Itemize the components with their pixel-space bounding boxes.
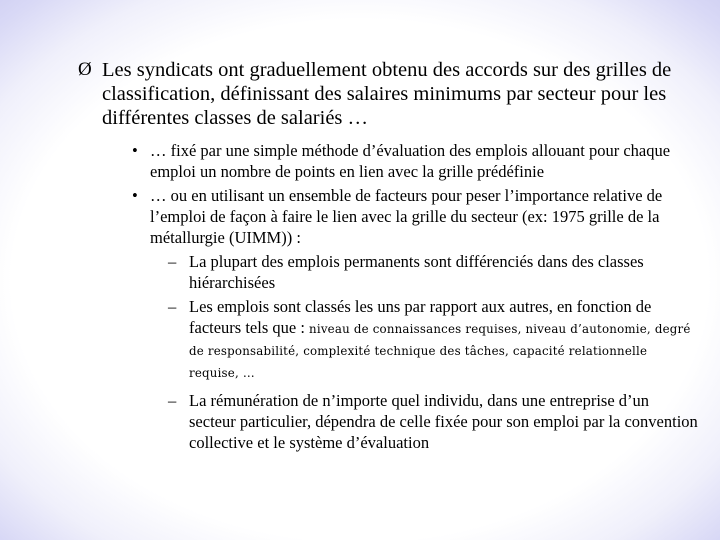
main-bullet-point (78, 58, 698, 130)
arrow-bullet-icon: Ø (78, 59, 92, 80)
sub-point-text: … fixé par une simple méthode d’évaluation des emplois allouant pour chaque emploi un nombre de points en lien avec la grille prédéfinie (150, 141, 671, 181)
dash-bullet-icon: – (168, 252, 177, 271)
dot-bullet-icon: • (132, 186, 138, 205)
dash-bullet-icon: – (168, 297, 177, 316)
sub-sub-bullet-point (168, 251, 698, 293)
sub-bullet-point (132, 140, 698, 182)
sub-sub-point-text: La plupart des emplois permanents sont différenciés dans des classes hiérarchisées (189, 252, 644, 292)
sub-sub-bullet-point (168, 296, 698, 383)
factors-list-text: niveau de connaissances requises, niveau d’autonomie, degré de responsabilité, complexité technique des tâches, capacité relationnelle requise, … (189, 322, 691, 380)
dash-bullet-icon: – (168, 391, 177, 410)
sub-sub-point-text: La rémunération de n’importe quel individu, dans une entreprise d’un secteur particulier, dépendra de celle fixée pour son emploi par la convention collective et le système d’évaluation (189, 391, 698, 452)
slide-content (78, 58, 698, 456)
main-point-text: Les syndicats ont graduellement obtenu des accords sur des grilles de classification, définissant des salaires minimums par secteur pour les différentes classes de salariés … (102, 59, 672, 129)
sub-bullet-point (132, 185, 698, 248)
sub-sub-point-text: Les emplois sont classés les uns par rapport aux autres, en fonction de facteurs tels que : (189, 297, 652, 337)
sub-sub-bullet-point (168, 390, 698, 453)
sub-point-text: … ou en utilisant un ensemble de facteurs pour peser l’importance relative de l’emploi de façon à faire le lien avec la grille du secteur (ex: 1975 grille de la métallurgie (UIMM)) : (150, 186, 663, 247)
dot-bullet-icon: • (132, 141, 138, 160)
